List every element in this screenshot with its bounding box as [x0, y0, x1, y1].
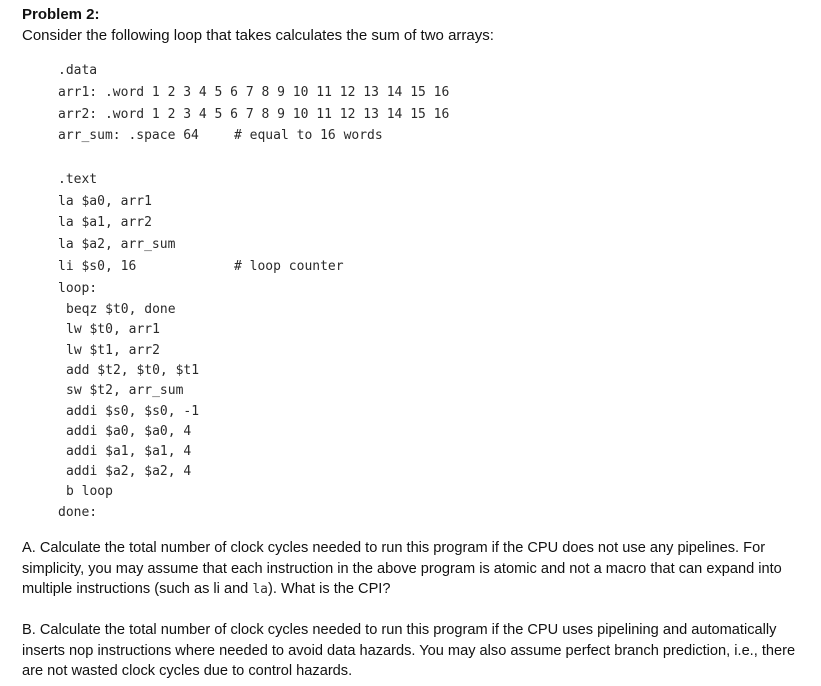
code-line-addi-a0: addi $a0, $a0, 4 [66, 424, 192, 439]
code-line-beqz: beqz $t0, done [66, 302, 176, 317]
question-a-code-la: la [252, 582, 269, 597]
code-line-lw-t0: lw $t0, arr1 [66, 322, 160, 337]
code-label-loop: loop: [58, 281, 98, 296]
code-line-data-directive: .data [58, 63, 98, 78]
code-line-addi-s0: addi $s0, $s0, -1 [66, 404, 200, 419]
code-line-li-s0: li $s0, 16 [58, 259, 137, 274]
question-a-text: A. Calculate the total number of clock cycles needed to run this program if the CPU does not use any pipelines. For simplicity, you may assume that each instruction in the above program is atomic and not a macro that can expand into multiple instructions (such as li and [22, 540, 782, 597]
code-comment-arr-sum: # equal to 16 words [234, 128, 383, 143]
problem-title: Problem 2: [22, 6, 100, 23]
code-line-addi-a2: addi $a2, $a2, 4 [66, 464, 192, 479]
code-line-la-a0: la $a0, arr1 [58, 194, 152, 209]
code-label-done: done: [58, 505, 98, 520]
code-line-arr1: arr1: .word 1 2 3 4 5 6 7 8 9 10 11 12 13 14 15 16 [58, 85, 450, 100]
code-line-text-directive: .text [58, 172, 98, 187]
code-line-lw-t1: lw $t1, arr2 [66, 343, 160, 358]
question-b: B. Calculate the total number of clock cycles needed to run this program if the CPU uses pipelining and automatically inserts nop instructions where needed to avoid data hazards. You may also assume perfect branch prediction, i.e., there are not wasted clock cycles due to control hazards. [22, 622, 796, 679]
code-line-arr-sum: arr_sum: .space 64 [58, 128, 199, 143]
code-line-arr2: arr2: .word 1 2 3 4 5 6 7 8 9 10 11 12 13 14 15 16 [58, 107, 450, 122]
code-line-sw: sw $t2, arr_sum [66, 383, 184, 398]
code-line-la-a2: la $a2, arr_sum [58, 237, 176, 252]
question-a [22, 538, 802, 601]
question-a-text-end: ). What is the CPI? [268, 581, 391, 597]
code-line-b-loop: b loop [66, 484, 113, 499]
code-line-la-a1: la $a1, arr2 [58, 215, 152, 230]
problem-intro: Consider the following loop that takes calculates the sum of two arrays: [22, 27, 494, 44]
code-line-addi-a1: addi $a1, $a1, 4 [66, 444, 192, 459]
code-line-add: add $t2, $t0, $t1 [66, 363, 200, 378]
code-comment-loop-counter: # loop counter [234, 259, 344, 274]
